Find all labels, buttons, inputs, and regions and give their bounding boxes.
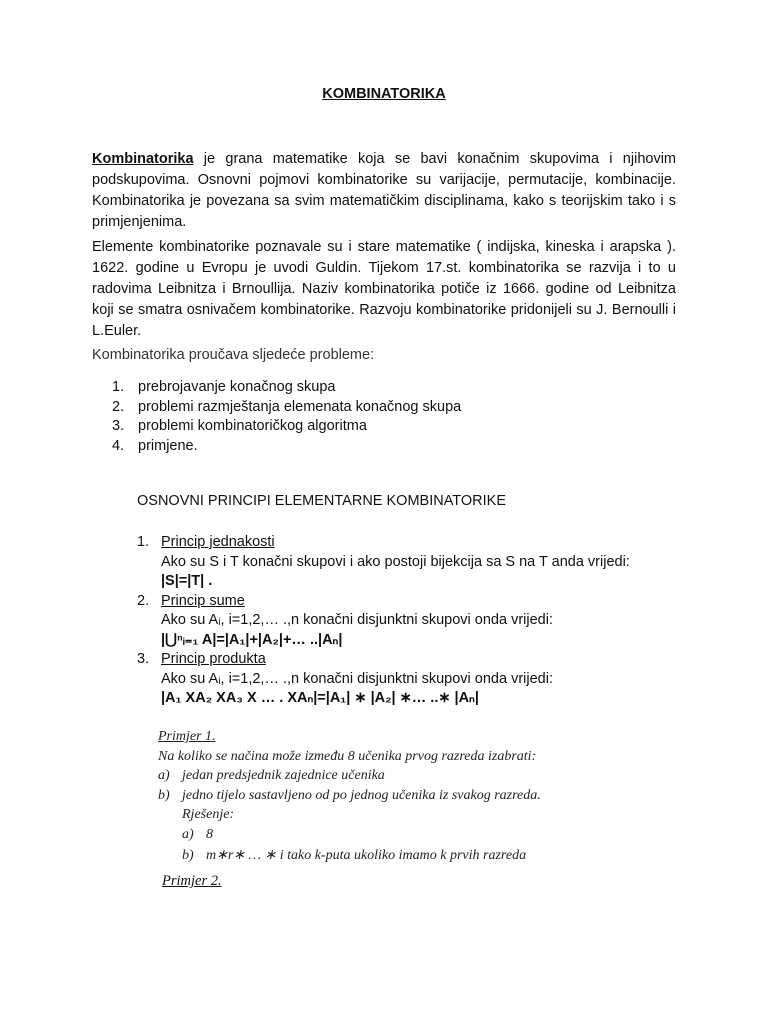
principles-list	[137, 533, 682, 709]
history-paragraph: Elemente kombinatorike poznavale su i stare matematike ( indijska, kineska i arapska ). 1622. godine u Evropu je uvodi Guldin. Tijekom 17.st. kombinatorika se razvija i to u radovima Leibnitza i Brnoullija. Naziv kombinatorika potiče iz 1666. godine od Leibnitza koji se smatra osnivačem kombinatorike. Razvoju kombinatorike pridonijeli su J. Bernoulli i L.Euler.	[92, 239, 676, 339]
list-item: a) 8	[182, 826, 213, 842]
principle-desc: Ako su S i T konačni skupovi i ako postoji bijekcija sa S na T anda vrijedi:	[161, 553, 630, 570]
principle-desc: Ako su Aᵢ, i=1,2,… .,n konačni disjunktni skupovi onda vrijedi:	[161, 612, 553, 628]
problems-intro: Kombinatorika proučava sljedeće probleme:	[92, 347, 375, 363]
principle-formula: |S|=|T| .	[161, 573, 213, 589]
solution-label: Rješenje:	[182, 807, 235, 822]
principle-item: 2. Princip sume Ako su Aᵢ, i=1,2,… .,n konačni disjunktni skupovi onda vrijedi: |⋃ⁿᵢ₌₁ A|=|A₁|+|A₂|+… ..|Aₙ|	[137, 592, 682, 651]
example-1	[158, 727, 628, 866]
principle-name: Princip produkta	[161, 651, 266, 667]
principle-name: Princip sume	[161, 592, 245, 609]
list-item: b) jedno tijelo sastavljeno od po jednog učenika iz svakog razreda.	[158, 787, 541, 803]
intro-term: Kombinatorika	[92, 151, 194, 167]
list-item: 3. problemi kombinatoričkog algoritma	[112, 418, 367, 434]
principle-formula: |⋃ⁿᵢ₌₁ A|=|A₁|+|A₂|+… ..|Aₙ|	[161, 631, 343, 648]
section-title: OSNOVNI PRINCIPI ELEMENTARNE KOMBINATORIKE	[137, 493, 507, 509]
document-title: KOMBINATORIKA	[322, 86, 446, 102]
intro-paragraph	[92, 149, 676, 233]
intro-text: je grana matematike koja se bavi konačnim skupovima i njihovim podskupovima. Osnovni pojmovi kombinatorike su varijacije, permutacije, kombinacije. Kombinatorika je povezana sa svim matematičkim disciplinama, kako s teorijskim tako i s primjenjenima.	[92, 151, 676, 230]
principle-name: Princip jednakosti	[161, 534, 275, 550]
list-item: 4. primjene.	[112, 437, 198, 454]
example-title: Primjer 1.	[158, 729, 216, 744]
list-item: a) jedan predsjednik zajednice učenika	[158, 768, 385, 783]
list-item: 1. prebrojavanje konačnog skupa	[112, 379, 336, 395]
list-item: b) m∗r∗ … ∗ i tako k-puta ukoliko imamo k prvih razreda	[182, 848, 527, 863]
principle-item: 3. Princip produkta Ako su Aᵢ, i=1,2,… .,n konačni disjunktni skupovi onda vrijedi: |A₁ XA₂ XA₃ X … . XAₙ|=|A₁| ∗ |A₂| ∗… ..∗ |Aₙ|	[137, 650, 682, 709]
list-item: 2. problemi razmještanja elemenata konačnog skupa	[112, 398, 462, 415]
problems-list	[112, 378, 672, 456]
principle-item: 1. Princip jednakosti Ako su S i T konačni skupovi i ako postoji bijekcija sa S na T anda vrijedi: |S|=|T| .	[137, 533, 682, 592]
example-question: Na koliko se načina može između 8 učenika prvog razreda izabrati:	[158, 748, 537, 764]
principle-formula: |A₁ XA₂ XA₃ X … . XAₙ|=|A₁| ∗ |A₂| ∗… ..∗ |Aₙ|	[161, 690, 479, 706]
example-2-title: Primjer 2.	[162, 873, 222, 889]
principle-desc: Ako su Aᵢ, i=1,2,… .,n konačni disjunktni skupovi onda vrijedi:	[161, 670, 553, 687]
